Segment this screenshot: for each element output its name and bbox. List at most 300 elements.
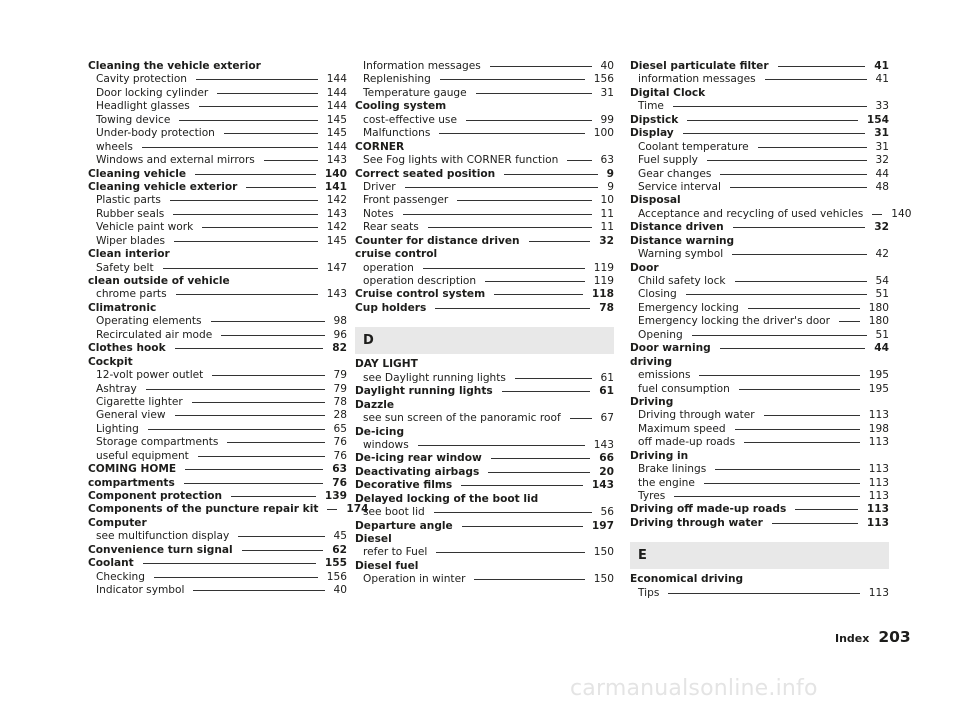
page-number: 203 [878,628,911,646]
leader-line [405,187,599,188]
entry-term: emissions [638,369,691,382]
index-subentry [630,490,889,503]
leader-line [146,389,325,390]
leader-line [224,133,318,134]
page-reference[interactable]: 195 [868,369,889,382]
entry-term: Component protection [88,490,223,502]
entry-term: Fuel supply [638,154,698,167]
entry-term: operation [363,261,414,274]
page-reference[interactable]: 195 [868,382,889,395]
section-letter-header: D [355,327,614,354]
leader-line [193,590,324,591]
index-subentry [630,329,889,342]
entry-term: information messages [638,73,756,86]
leader-line [490,66,592,67]
page-reference[interactable]: 119 [593,261,614,274]
page-reference[interactable]: 145 [326,234,347,247]
leader-line [175,348,324,349]
entry-term: Rear seats [363,221,419,234]
entry-term: Wiper blades [96,234,166,247]
page-reference[interactable]: 147 [326,261,347,274]
entry-term: Driver [363,180,396,193]
entry-term: Replenishing [363,73,431,86]
leader-line [327,509,337,510]
index-entry [630,221,889,234]
page-reference[interactable]: 76 [333,449,347,462]
page-reference[interactable]: 113 [868,490,889,502]
index-subentry [630,463,889,476]
entry-term: Lighting [96,422,139,435]
page-reference[interactable]: 141 [324,180,347,193]
page-reference[interactable]: 197 [591,519,614,532]
index-subentry [88,154,347,167]
leader-line [715,469,860,470]
index-subentry [355,73,614,86]
page-reference[interactable]: 9 [606,167,614,180]
entry-term: Cleaning vehicle [88,167,187,180]
page-reference[interactable]: 10 [600,194,614,207]
page-reference[interactable]: 62 [332,543,347,556]
index-subentry [88,221,347,234]
index-entry [630,114,889,127]
page-reference[interactable]: 11 [600,221,614,234]
page-reference[interactable]: 99 [600,113,614,126]
page-reference[interactable]: 143 [591,479,614,492]
index-entry [88,302,347,315]
index-subentry [355,194,614,207]
entry-term: Temperature gauge [363,86,467,99]
index-subentry [355,127,614,140]
index-entry [88,557,347,570]
leader-line [704,483,860,484]
index-subentry [88,100,347,113]
page-reference[interactable]: 48 [875,180,889,193]
entry-term: Operation in winter [363,573,466,586]
leader-line [457,200,591,201]
entry-term: Plastic parts [96,194,161,207]
index-entry [88,356,347,369]
page-reference[interactable]: 33 [875,100,889,113]
page-reference[interactable]: 143 [326,288,347,301]
page-reference[interactable]: 180 [868,301,889,314]
leader-line [199,106,318,107]
page-reference[interactable]: 76 [333,436,347,449]
leader-line [185,469,323,470]
index-subentry [355,208,614,221]
page-reference[interactable]: 32 [875,154,889,167]
index-subentry [630,168,889,181]
page-reference[interactable]: 144 [326,73,347,86]
page-reference[interactable]: 118 [591,288,614,301]
page-reference[interactable]: 150 [593,573,614,586]
entry-term: Acceptance and recycling of used vehicles [638,207,864,220]
leader-line [428,227,592,228]
index-subentry [88,584,347,597]
page-reference[interactable]: 28 [333,409,347,422]
entry-term: Departure angle [355,519,453,532]
leader-line [242,550,324,551]
page-reference[interactable]: 9 [607,180,614,193]
page-reference[interactable]: 143 [326,154,347,167]
page-reference[interactable]: 142 [326,194,347,207]
entry-term: Correct seated position [355,167,496,180]
entry-term: clean outside of vehicle [88,275,230,287]
page-reference[interactable]: 32 [599,234,614,247]
index-entry [630,573,889,586]
entry-term: Components of the puncture repair kit [88,503,319,516]
page-reference[interactable]: 20 [599,465,614,478]
leader-line [758,147,867,148]
index-subentry [88,114,347,127]
page-reference[interactable]: 142 [326,221,347,234]
page-reference[interactable]: 143 [326,207,347,220]
index-subentry [88,208,347,221]
index-entry [355,452,614,465]
page-reference[interactable]: 44 [875,167,889,180]
index-entry [355,560,614,573]
index-subentry [630,288,889,301]
page-reference[interactable]: 113 [868,476,889,489]
leader-line [184,483,323,484]
entry-term: Door warning [630,342,711,355]
index-entry [355,141,614,154]
page-reference[interactable]: 119 [593,275,614,287]
page-reference[interactable]: 40 [333,584,347,597]
entry-term: Coolant [88,557,134,570]
index-entry [355,399,614,412]
page-reference[interactable]: 113 [868,409,889,422]
index-column-1 [88,60,369,598]
page-reference[interactable]: 139 [324,490,347,502]
leader-line [485,281,585,282]
page-reference[interactable]: 144 [326,140,347,153]
entry-term: Distance warning [630,234,735,247]
leader-line [567,160,591,161]
entry-term: Driving through water [638,409,755,422]
index-subentry [88,329,347,342]
index-entry [630,194,889,207]
page-reference[interactable]: 56 [600,506,614,519]
page-reference[interactable]: 154 [866,113,889,126]
entry-term: Driving through water [630,516,763,529]
index-subentry [355,87,614,100]
index-entry [630,396,889,409]
entry-term: refer to Fuel [363,546,428,559]
index-entry [630,450,889,463]
page-reference[interactable]: 42 [875,248,889,261]
leader-line [668,593,859,594]
leader-line [730,187,867,188]
leader-line [212,375,324,376]
entry-term: Notes [363,207,394,220]
page-reference[interactable]: 51 [875,328,889,341]
page-reference[interactable]: 113 [868,463,889,476]
entry-term: Emergency locking [638,301,739,314]
entry-term: See Fog lights with CORNER function [363,154,559,167]
leader-line [143,563,316,564]
index-subentry [88,87,347,100]
entry-term: off made-up roads [638,436,736,449]
page-reference[interactable]: 155 [324,557,347,570]
index-entry [630,87,889,100]
page-reference[interactable]: 144 [326,100,347,113]
entry-term: CORNER [355,140,405,153]
page-reference[interactable]: 198 [868,422,889,435]
index-subentry [630,181,889,194]
index-subentry [630,369,889,382]
page-reference[interactable]: 45 [333,530,347,543]
page-reference[interactable]: 79 [333,369,347,382]
index-subentry [630,100,889,113]
page-reference[interactable]: 96 [333,328,347,341]
index-entry [355,385,614,398]
leader-line [683,133,866,134]
page-reference[interactable]: 51 [875,288,889,301]
index-entry [88,181,347,194]
leader-line [148,429,325,430]
entry-term: Cleaning the vehicle exterior [88,60,261,72]
entry-term: Driving [630,395,674,408]
index-entry [355,466,614,479]
entry-term: see Daylight running lights [363,371,506,384]
index-entry [355,426,614,439]
entry-term: Cruise control system [355,288,486,301]
entry-term: Recirculated air mode [96,328,213,341]
index-subentry [88,436,347,449]
leader-line [154,577,318,578]
index-subentry [355,275,614,288]
entry-term: Display [630,127,674,140]
leader-line [748,308,860,309]
entry-term: useful equipment [96,449,189,462]
index-subentry [88,450,347,463]
section-letter-header: E [630,542,889,569]
entry-term: see multifunction display [96,530,230,543]
entry-term: Under-body protection [96,127,215,140]
entry-term: Emergency locking the driver's door [638,315,831,328]
entry-term: chrome parts [96,288,167,301]
leader-line [488,472,590,473]
page-reference[interactable]: 79 [333,382,347,395]
entry-term: cruise control [355,248,438,261]
page-reference[interactable]: 61 [599,385,614,398]
leader-line [502,391,591,392]
index-entry [630,356,889,369]
page-reference[interactable]: 41 [874,60,889,72]
entry-term: Distance driven [630,221,724,234]
page-reference[interactable]: 145 [326,127,347,140]
page-reference[interactable]: 113 [868,436,889,449]
index-subentry [630,423,889,436]
index-entry [88,248,347,261]
index-subentry [355,546,614,559]
entry-term: Dazzle [355,398,395,411]
page-reference[interactable]: 113 [868,586,889,599]
leader-line [173,214,317,215]
page-reference[interactable]: 82 [332,342,347,355]
leader-line [739,389,860,390]
index-subentry [88,141,347,154]
leader-line [839,321,860,322]
index-subentry [630,73,889,86]
entry-term: Gear changes [638,167,712,180]
entry-term: Coolant temperature [638,140,749,153]
index-subentry [88,127,347,140]
leader-line [192,402,325,403]
entry-term: Malfunctions [363,127,431,140]
leader-line [439,133,584,134]
leader-line [515,378,592,379]
page-reference[interactable]: 156 [326,570,347,583]
entry-term: Clean interior [88,248,170,261]
leader-line [462,526,583,527]
entry-term: Information messages [363,60,481,72]
index-subentry [630,207,912,221]
entry-term: Headlight glasses [96,100,190,113]
page-reference[interactable]: 78 [599,301,614,314]
page-reference[interactable]: 31 [875,140,889,153]
page-reference[interactable]: 76 [332,476,347,489]
index-entry [355,520,614,533]
index-entry [355,248,614,261]
page-reference[interactable]: 41 [875,73,889,86]
leader-line [246,187,315,188]
index-entry [355,168,614,181]
footer-section-label: Index [835,632,870,645]
entry-term: Towing device [96,113,171,126]
entry-term: operation description [363,275,477,287]
leader-line [733,227,866,228]
page-reference[interactable]: 44 [874,342,889,355]
index-entry [355,100,614,113]
index-subentry [355,573,614,586]
leader-line [795,509,858,510]
index-subentry [88,530,347,543]
leader-line [778,66,866,67]
index-subentry [630,248,889,261]
page-reference[interactable]: 67 [600,412,614,425]
page-reference[interactable]: 180 [868,315,889,328]
page-reference[interactable]: 63 [600,154,614,167]
index-entry [630,517,889,530]
index-subentry [355,181,614,194]
page-footer [835,628,911,646]
leader-line [217,93,317,94]
index-subentry [355,439,614,452]
page-reference[interactable]: 140 [324,167,347,180]
index-column-3 [630,60,912,600]
leader-line [476,93,592,94]
page-reference[interactable]: 54 [875,275,889,287]
entry-term: Driving off made-up roads [630,503,787,516]
entry-term: Deactivating airbags [355,465,480,478]
entry-term: wheels [96,140,133,153]
page-reference[interactable]: 144 [326,86,347,99]
leader-line [238,536,324,537]
page-reference[interactable]: 140 [891,207,912,220]
page-reference[interactable]: 143 [593,438,614,451]
page-reference[interactable]: 65 [333,422,347,435]
entry-term: fuel consumption [638,382,730,395]
index-subentry [88,288,347,301]
leader-line [466,120,592,121]
page-reference[interactable]: 32 [874,221,889,234]
entry-term: driving [630,355,673,368]
entry-term: Door [630,261,659,274]
entry-term: Door locking cylinder [96,86,209,99]
index-subentry [630,302,889,315]
page-reference[interactable]: 113 [866,503,889,516]
entry-term: Closing [638,288,677,301]
page-reference[interactable]: 11 [600,207,614,220]
page-reference[interactable]: 156 [593,73,614,86]
page-reference[interactable]: 31 [874,127,889,140]
index-subentry [88,409,347,422]
index-entry [630,342,889,355]
entry-term: Cigarette lighter [96,395,183,408]
index-subentry [88,315,347,328]
page-reference[interactable]: 98 [333,315,347,328]
entry-term: Cleaning vehicle exterior [88,180,238,193]
index-subentry [355,154,614,167]
page-reference[interactable]: 63 [332,463,347,476]
index-entry [355,235,614,248]
entry-term: Cup holders [355,301,427,314]
index-subentry [630,409,889,422]
entry-term: Decorative films [355,479,453,492]
entry-term: Ashtray [96,382,137,395]
entry-term: Driving in [630,449,689,462]
index-entry [88,477,347,490]
leader-line [202,227,317,228]
leader-line [418,445,585,446]
entry-term: Cooling system [355,100,447,113]
leader-line [175,415,325,416]
page-reference[interactable]: 150 [593,546,614,559]
entry-term: Daylight running lights [355,385,493,398]
page-reference[interactable]: 78 [333,395,347,408]
entry-term: Convenience turn signal [88,543,233,556]
page-reference[interactable]: 66 [599,452,614,465]
leader-line [707,160,867,161]
index-entry [88,275,347,288]
leader-line [673,106,867,107]
entry-term: Brake linings [638,463,707,476]
entry-term: Diesel particulate filter [630,60,769,72]
page-reference[interactable]: 145 [326,113,347,126]
leader-line [434,512,592,513]
index-subentry [630,315,889,328]
entry-term: see boot lid [363,506,425,519]
leader-line [732,254,866,255]
index-entry [88,60,347,73]
page-reference[interactable]: 113 [866,516,889,529]
page-reference[interactable]: 61 [600,371,614,384]
page-reference[interactable]: 31 [600,86,614,99]
entry-term: Delayed locking of the boot lid [355,492,539,505]
index-entry [630,235,889,248]
index-entry [630,262,889,275]
index-subentry [355,412,614,425]
leader-line [142,147,318,148]
entry-term: De-icing rear window [355,452,482,465]
page-reference[interactable]: 40 [600,60,614,72]
page-reference[interactable]: 174 [346,503,369,516]
entry-term: Maximum speed [638,422,726,435]
page-reference[interactable]: 100 [593,127,614,140]
leader-line [403,214,592,215]
leader-line [674,496,860,497]
